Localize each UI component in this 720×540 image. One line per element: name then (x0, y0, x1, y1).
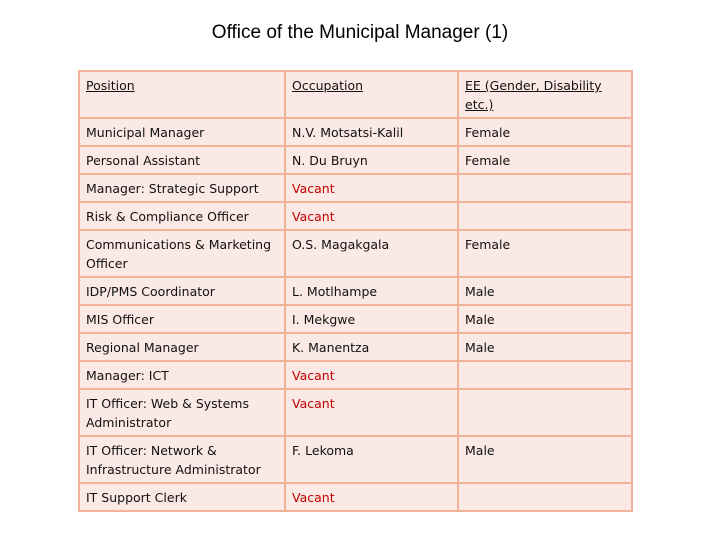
position-cell: Risk & Compliance Officer (79, 202, 285, 230)
occupation-cell: Vacant (285, 361, 458, 389)
ee-cell (458, 361, 632, 389)
ee-cell: Female (458, 146, 632, 174)
table-row (79, 174, 632, 202)
table-row (79, 483, 632, 511)
position-cell: IT Officer: Network & Infrastructure Administrator (79, 436, 285, 483)
position-cell: Municipal Manager (79, 118, 285, 146)
staff-table (78, 70, 633, 512)
occupation-cell: I. Mekgwe (285, 305, 458, 333)
table-row (79, 202, 632, 230)
table-row (79, 389, 632, 436)
position-cell: IT Support Clerk (79, 483, 285, 511)
occupation-cell: N.V. Motsatsi-Kalil (285, 118, 458, 146)
ee-cell (458, 174, 632, 202)
ee-cell: Male (458, 277, 632, 305)
table-header-row (79, 71, 632, 118)
table-row (79, 305, 632, 333)
table-row (79, 277, 632, 305)
header-position: Position (79, 71, 285, 118)
ee-cell: Male (458, 305, 632, 333)
ee-cell: Male (458, 333, 632, 361)
position-cell: Manager: ICT (79, 361, 285, 389)
occupation-cell: L. Motlhampe (285, 277, 458, 305)
table-row (79, 333, 632, 361)
table-row (79, 230, 632, 277)
position-cell: MIS Officer (79, 305, 285, 333)
position-cell: Manager: Strategic Support (79, 174, 285, 202)
occupation-cell: Vacant (285, 483, 458, 511)
table-row (79, 361, 632, 389)
occupation-cell: Vacant (285, 389, 458, 436)
position-cell: IDP/PMS Coordinator (79, 277, 285, 305)
ee-cell (458, 483, 632, 511)
position-cell: Personal Assistant (79, 146, 285, 174)
position-cell: Communications & Marketing Officer (79, 230, 285, 277)
occupation-cell: O.S. Magakgala (285, 230, 458, 277)
ee-cell (458, 389, 632, 436)
page-title: Office of the Municipal Manager (1) (211, 22, 509, 43)
occupation-cell: F. Lekoma (285, 436, 458, 483)
occupation-cell: N. Du Bruyn (285, 146, 458, 174)
position-cell: Regional Manager (79, 333, 285, 361)
ee-cell (458, 202, 632, 230)
table-row (79, 146, 632, 174)
ee-cell: Female (458, 118, 632, 146)
occupation-cell: Vacant (285, 174, 458, 202)
position-cell: IT Officer: Web & Systems Administrator (79, 389, 285, 436)
occupation-cell: K. Manentza (285, 333, 458, 361)
table-row (79, 118, 632, 146)
table-row (79, 436, 632, 483)
header-ee: EE (Gender, Disability etc.) (458, 71, 632, 118)
ee-cell: Male (458, 436, 632, 483)
ee-cell: Female (458, 230, 632, 277)
occupation-cell: Vacant (285, 202, 458, 230)
header-occupation: Occupation (285, 71, 458, 118)
